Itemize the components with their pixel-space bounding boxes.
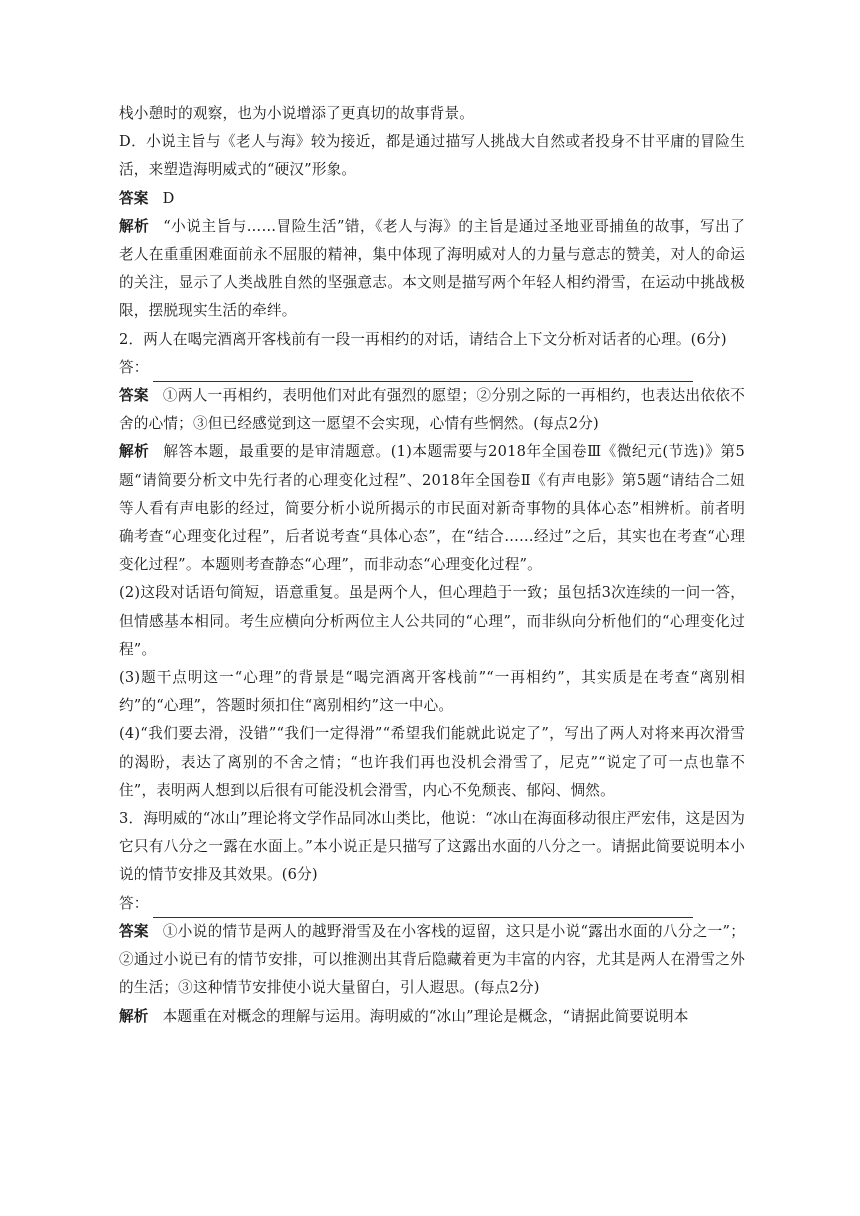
answer-blank-2: 答： (119, 354, 745, 382)
answer-3: 答案 ①小说的情节是两人的越野滑雪及在小客栈的逗留，这只是小说“露出水面的八分之一”；②通过小说已有的情节安排，可以推测出其背后隐藏着更为丰富的内容，尤其是两人在滑雪之外的生活；③这种情节安排使小说大量留白，引人遐思。(每点2分) (119, 922, 745, 997)
explanation-label: 解析 (119, 217, 150, 235)
answer-line[interactable] (153, 363, 693, 382)
answer-blank-3: 答： (119, 890, 745, 918)
paragraph-1: 栈小憩时的观察，也为小说增添了更真切的故事背景。 (119, 105, 475, 122)
explanation-2-point-2: (2)这段对话语句简短，语意重复。虽是两个人，但心理趋于一致；虽包括3次连续的一问一答，但情感基本相同。考生应横向分析两位主人公共同的“心理”，而非纵向分析他们的“心理变化过程”。 (119, 584, 745, 658)
explanation-1: 解析 “小说主旨与……冒险生活”错，《老人与海》的主旨是通过圣地亚哥捕鱼的故事，写出了老人在重重困难面前永不屈服的精神，集中体现了海明威对人的力量与意志的赞美，对人的命运的关注，显示了人类战胜自然的坚强意志。本文则是描写两个年轻人相约滑雪，在运动中挑战极限，摆脱现实生活的牵绊。 (119, 217, 745, 320)
explanation-2-point-4: (4)“我们要去滑，没错”“我们一定得滑”“希望我们能就此说定了”，写出了两人对将来再次滑雪的渴盼，表达了离别的不舍之情；“也许我们再也没机会滑雪了，尼克”“说定了可一点也靠不住”，表明两人想到以后很有可能没机会滑雪，内心不免颓丧、郁闷、惆然。 (119, 725, 745, 799)
answer-label: 答案 (119, 387, 149, 405)
answer-line[interactable] (153, 899, 693, 918)
document-body (119, 100, 745, 1031)
explanation-label: 解析 (119, 1007, 149, 1025)
option-d: D．小说主旨与《老人与海》较为接近，都是通过描写人挑战大自然或者投身不甘平庸的冒险生活，来塑造海明威式的“硬汉”形象。 (119, 133, 745, 179)
answer-1: 答案 D (119, 189, 175, 207)
explanation-label: 解析 (119, 443, 150, 461)
explanation-3: 解析 本题重在对概念的理解与运用。海明威的“冰山”理论是概念，“请据此简要说明本 (119, 1007, 689, 1025)
question-2: 2．两人在喝完酒离开客栈前有一段一再相约的对话，请结合上下文分析对话者的心理。(6分) (119, 330, 727, 348)
explanation-2: 解析 解答本题，最重要的是审清题意。(1)本题需要与2018年全国卷Ⅲ《微纪元(节选)》第5题“请简要分析文中先行者的心理变化过程”、2018年全国卷Ⅱ《有声电影》第5题“请结合二妞等人看有声电影的经过，简要分析小说所揭示的市民面对新奇事物的具体心态”相辨析。前者明确考查“心理变化过程”，后者说考查“具体心态”，在“结合……经过”之后，其实也在考查“心理变化过程”。本题则考查静态“心理”，而非动态“心理变化过程”。 (119, 443, 745, 574)
answer-2: 答案 ①两人一再相约，表明他们对此有强烈的愿望；②分别之际的一再相约，也表达出依依不舍的心情；③但已经感觉到这一愿望不会实现，心情有些惘然。(每点2分) (119, 387, 746, 433)
answer-label: 答案 (119, 189, 149, 207)
explanation-2-point-3: (3)题干点明这一“心理”的背景是“喝完酒离开客栈前”“一再相约”，其实质是在考查“离别相约”的“心理”，答题时须扣住“离别相约”这一中心。 (119, 669, 745, 715)
question-3: 3．海明威的“冰山”理论将文学作品同冰山类比，他说：“冰山在海面移动很庄严宏伟，这是因为它只有八分之一露在水面上。”本小说正是只描写了这露出水面的八分之一。请据此简要说明本小说的情节安排及其效果。(6分) (119, 810, 745, 884)
answer-label: 答案 (119, 922, 149, 940)
